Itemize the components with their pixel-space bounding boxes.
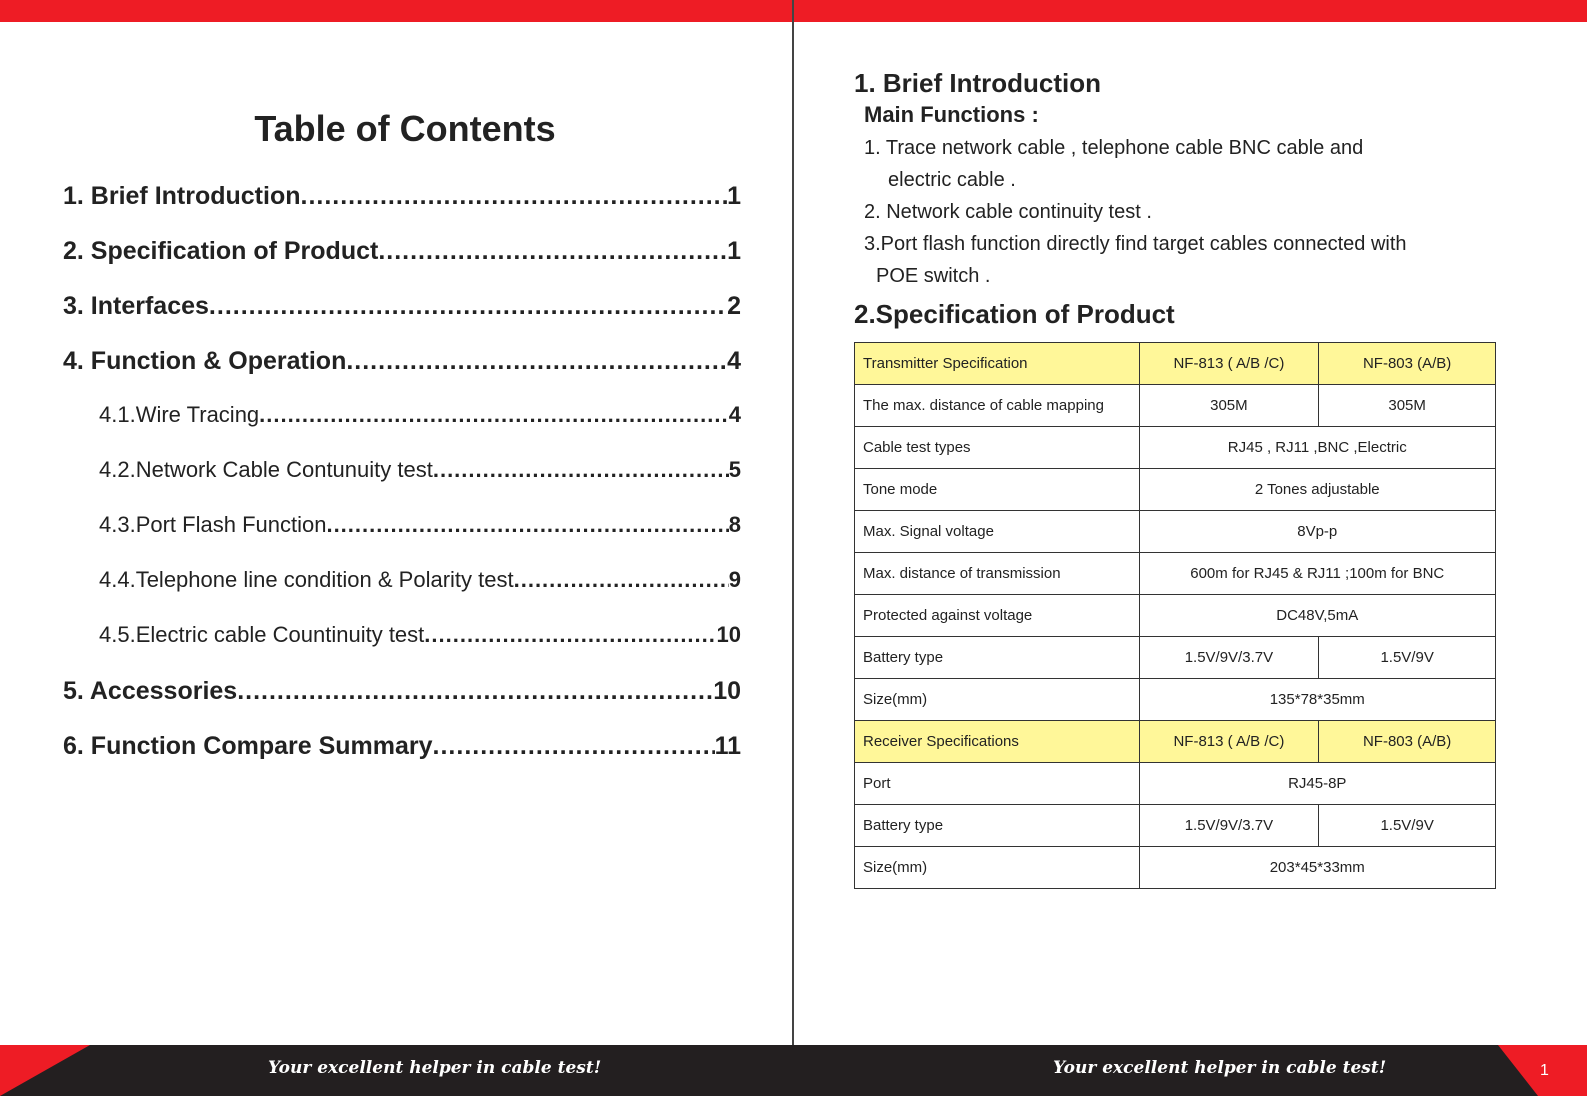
row-label: Max. distance of transmission: [855, 553, 1140, 595]
row-label: Cable test types: [855, 427, 1140, 469]
function-line-continued: POE switch .: [876, 265, 991, 287]
function-item: [864, 228, 1504, 292]
toc-item-page: 2: [727, 292, 741, 320]
toc-item[interactable]: [63, 457, 741, 512]
function-item: [864, 196, 1504, 228]
row-label: Tone mode: [855, 469, 1140, 511]
row-label: Max. Signal voltage: [855, 511, 1140, 553]
toc-item[interactable]: [63, 622, 741, 677]
table-row: [855, 637, 1496, 679]
toc-item-page: 9: [728, 567, 741, 592]
row-value: 600m for RJ45 & RJ11 ;100m for BNC: [1139, 553, 1496, 595]
row-value: 2 Tones adjustable: [1139, 469, 1496, 511]
row-value: 203*45*33mm: [1139, 847, 1496, 889]
spec-table: [854, 342, 1496, 889]
row-value: 8Vp-p: [1139, 511, 1496, 553]
row-value: 305M: [1139, 385, 1319, 427]
header-cell: NF-803 (A/B): [1319, 343, 1496, 385]
toc-item[interactable]: [63, 237, 741, 292]
toc-item[interactable]: [63, 567, 741, 622]
function-item: [864, 132, 1504, 196]
toc-item-label: 4.3.Port Flash Function: [99, 512, 327, 537]
toc-item-label: 4. Function & Operation: [63, 347, 347, 375]
toc-list: [63, 182, 741, 787]
row-label: Size(mm): [855, 679, 1140, 721]
toc-leader-dots: [326, 512, 728, 538]
toc-item[interactable]: [63, 732, 741, 787]
toc-leader-dots: [237, 677, 713, 706]
row-label: Size(mm): [855, 847, 1140, 889]
toc-item[interactable]: [63, 182, 741, 237]
table-row: [855, 763, 1496, 805]
left-page: [0, 0, 792, 1096]
header-cell: Receiver Specifications: [855, 721, 1140, 763]
row-value: 1.5V/9V/3.7V: [1139, 805, 1319, 847]
toc-item-page: 4: [728, 402, 741, 427]
toc-item-label: 6. Function Compare Summary: [63, 732, 433, 760]
toc-leader-dots: [301, 182, 728, 211]
table-row: [855, 511, 1496, 553]
toc-leader-dots: [424, 622, 716, 648]
toc-item-page: 5: [728, 457, 741, 482]
row-value: RJ45 , RJ11 ,BNC ,Electric: [1139, 427, 1496, 469]
row-value: RJ45-8P: [1139, 763, 1496, 805]
toc-title: Table of Contents: [254, 108, 556, 149]
function-line: 1. Trace network cable , telephone cable BNC cable and: [864, 137, 1364, 159]
header-cell: Transmitter Specification: [855, 343, 1140, 385]
table-row: [855, 679, 1496, 721]
page-divider: [792, 0, 794, 1045]
right-page: [795, 0, 1587, 1096]
toc-item-label: 2. Specification of Product: [63, 237, 379, 265]
row-value: 1.5V/9V/3.7V: [1139, 637, 1319, 679]
toc-item[interactable]: [63, 292, 741, 347]
toc-leader-dots: [433, 457, 729, 483]
header-cell: NF-813 ( A/B /C): [1139, 343, 1319, 385]
row-value: 305M: [1319, 385, 1496, 427]
footer-tagline-left: Your excellent helper in cable test!: [268, 1058, 602, 1078]
toc-item-label: 4.4.Telephone line condition & Polarity test: [99, 567, 514, 592]
table-header-row: [855, 343, 1496, 385]
toc-item-label: 4.2.Network Cable Contunuity test: [99, 457, 433, 482]
row-label: Battery type: [855, 637, 1140, 679]
toc-item[interactable]: [63, 402, 741, 457]
row-value: 1.5V/9V: [1319, 637, 1496, 679]
function-line: 2. Network cable continuity test .: [864, 201, 1152, 223]
header-cell: NF-803 (A/B): [1319, 721, 1496, 763]
table-header-row: [855, 721, 1496, 763]
main-functions-heading: Main Functions :: [864, 102, 1039, 127]
row-label: Battery type: [855, 805, 1140, 847]
toc-item-label: 3. Interfaces: [63, 292, 209, 320]
toc-item-page: 11: [714, 732, 741, 760]
table-row: [855, 427, 1496, 469]
row-value: 1.5V/9V: [1319, 805, 1496, 847]
toc-item-page: 10: [713, 677, 741, 705]
toc-leader-dots: [433, 732, 715, 761]
table-row: [855, 385, 1496, 427]
toc-leader-dots: [259, 402, 729, 428]
intro-heading: 1. Brief Introduction: [854, 68, 1101, 98]
toc-leader-dots: [514, 567, 729, 593]
toc-item-page: 8: [728, 512, 741, 537]
toc-item-label: 4.1.Wire Tracing: [99, 402, 260, 427]
toc-leader-dots: [209, 292, 727, 321]
row-value: 135*78*35mm: [1139, 679, 1496, 721]
page-number: 1: [1540, 1062, 1549, 1079]
table-row: [855, 805, 1496, 847]
toc-leader-dots: [346, 347, 727, 376]
toc-item-label: 5. Accessories: [63, 677, 238, 705]
row-label: The max. distance of cable mapping: [855, 385, 1140, 427]
footer-tagline-right: Your excellent helper in cable test!: [1053, 1058, 1387, 1078]
row-label: Protected against voltage: [855, 595, 1140, 637]
toc-item-page: 1: [727, 237, 741, 265]
toc-leader-dots: [378, 237, 727, 266]
row-label: Port: [855, 763, 1140, 805]
toc-item-label: 1. Brief Introduction: [63, 182, 301, 210]
function-line: 3.Port flash function directly find target cables connected with: [864, 233, 1407, 255]
table-row: [855, 469, 1496, 511]
row-value: DC48V,5mA: [1139, 595, 1496, 637]
toc-item[interactable]: [63, 677, 741, 732]
table-row: [855, 595, 1496, 637]
function-line-continued: electric cable .: [888, 169, 1016, 191]
header-cell: NF-813 ( A/B /C): [1139, 721, 1319, 763]
toc-item-page: 10: [716, 622, 741, 647]
table-row: [855, 553, 1496, 595]
spec-heading: 2.Specification of Product: [854, 299, 1175, 329]
toc-item-label: 4.5.Electric cable Countinuity test: [99, 622, 425, 647]
toc-item-page: 4: [727, 347, 741, 375]
toc-item[interactable]: [63, 347, 741, 402]
toc-item[interactable]: [63, 512, 741, 567]
toc-item-page: 1: [727, 182, 741, 210]
functions-list: [864, 132, 1504, 292]
table-row: [855, 847, 1496, 889]
